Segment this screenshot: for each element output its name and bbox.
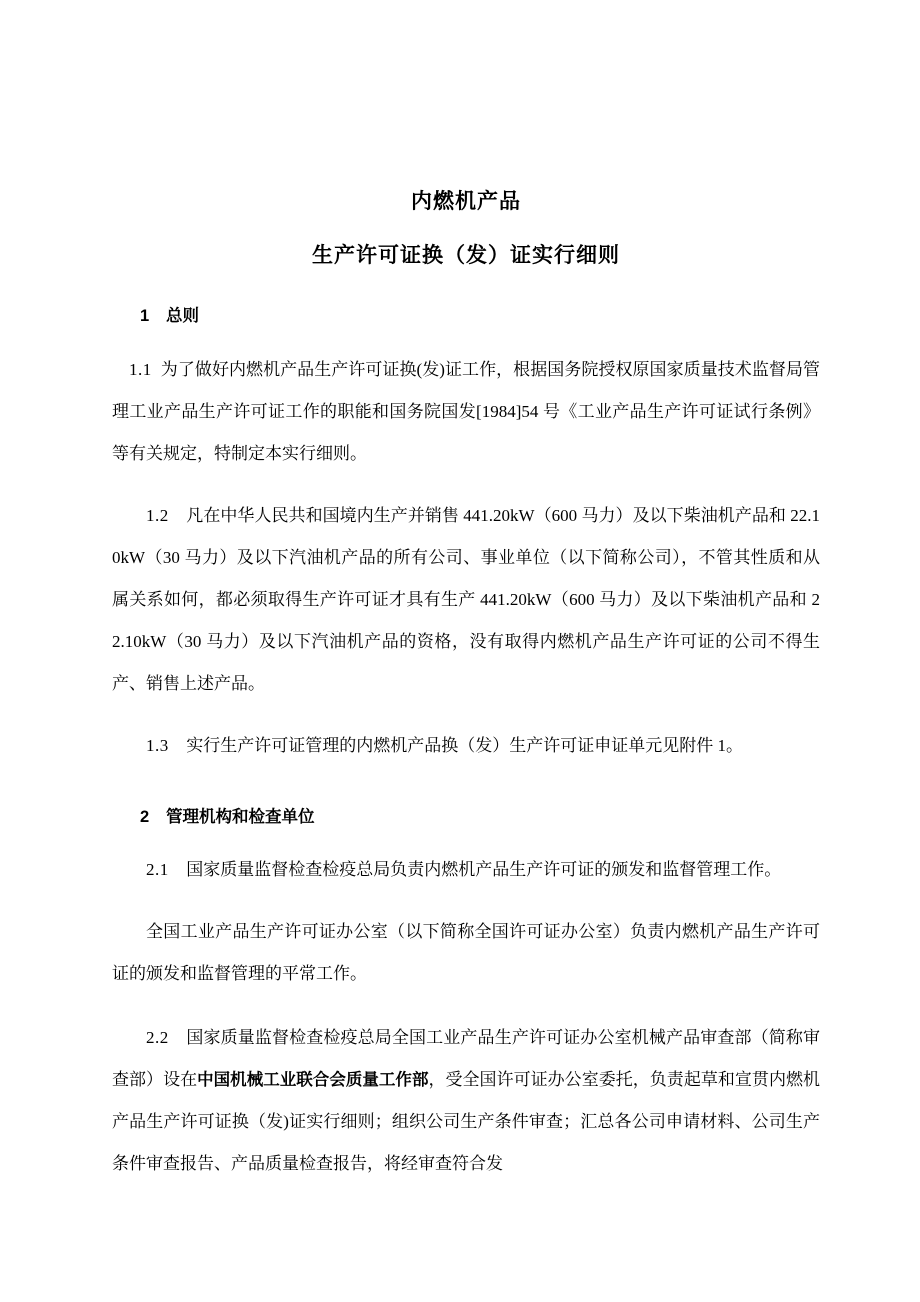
paragraph-number-1-3: 1.3 xyxy=(146,735,169,755)
paragraph-text-2-1: 国家质量监督检查检疫总局负责内燃机产品生产许可证的颁发和监督管理工作。 xyxy=(186,860,782,879)
paragraph-number-1-2: 1.2 xyxy=(146,505,169,525)
paragraph-2-1-continued xyxy=(112,911,820,995)
paragraph-text-1-1: 为了做好内燃机产品生产许可证换(发)证工作，根据国务院授权原国家质量技术监督局管理工业产品生产许可证工作的职能和国务院国发[1984]54 号《工业产品生产许可证试行条例》等有关规定，特制定本实行细则。 xyxy=(112,359,820,463)
paragraph-text-2-2-emphasis: 中国机械工业联合会质量工作部 xyxy=(197,1071,429,1089)
paragraph-1-2 xyxy=(112,495,820,705)
section-title-1: 总则 xyxy=(166,307,199,325)
paragraph-2-2 xyxy=(112,1017,820,1185)
section-number-2: 2 xyxy=(140,807,150,826)
paragraph-text-1-3: 实行生产许可证管理的内燃机产品换（发）生产许可证申证单元见附件 1。 xyxy=(186,735,743,755)
paragraph-number-2-2: 2.2 xyxy=(146,1028,169,1047)
document-content xyxy=(112,0,820,1185)
section-heading-2 xyxy=(112,809,820,826)
document-title-line-2: 生产许可证换（发）证实行细则 xyxy=(312,244,620,267)
document-title-line-1: 内燃机产品 xyxy=(411,190,521,213)
section-heading-1 xyxy=(112,308,820,325)
paragraph-1-3 xyxy=(112,725,820,767)
paragraph-text-1-2: 凡在中华人民共和国境内生产并销售 441.20kW（600 马力）及以下柴油机产品和 22.10kW（30 马力）及以下汽油机产品的所有公司、事业单位（以下简称公司），不管其性质和从属关系如何，都必须取得生产许可证才具有生产 441.20kW（600 马力）及以下柴油机产品和 22.10kW（30 马力）及以下汽油机产品的资格，没有取得内燃机产品生产许可证的公司不得生产、销售上述产品。 xyxy=(112,505,820,693)
paragraph-1-1 xyxy=(112,349,820,475)
paragraph-text-2-2-before-bold: 国家质量监督检查检疫总局全国工业产品生产许可证办公室机械产品审查部（简称审查部）设在 xyxy=(112,1028,820,1089)
paragraph-text-2-1-continued: 全国工业产品生产许可证办公室（以下简称全国许可证办公室）负责内燃机产品生产许可证的颁发和监督管理的平常工作。 xyxy=(112,922,820,983)
section-title-2: 管理机构和检查单位 xyxy=(166,807,315,826)
paragraph-number-1-1: 1.1 xyxy=(129,359,152,379)
paragraph-number-2-1: 2.1 xyxy=(146,860,169,879)
paragraph-2-1 xyxy=(112,849,820,891)
section-number-1: 1 xyxy=(140,307,150,325)
paragraph-text-2-2-after-bold: ，受全国许可证办公室委托，负责起草和宣贯内燃机产品生产许可证换（发)证实行细则；组织公司生产条件审查；汇总各公司申请材料、公司生产条件审查报告、产品质量检查报告，将经审查符合发 xyxy=(112,1070,821,1173)
